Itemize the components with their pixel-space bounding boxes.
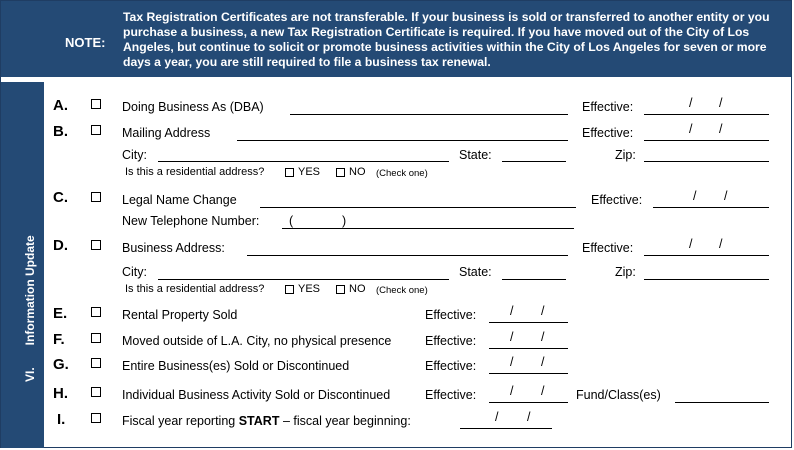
date-slash: / bbox=[724, 189, 728, 203]
item-h-checkbox[interactable] bbox=[91, 387, 101, 397]
item-e-letter: E. bbox=[53, 305, 68, 322]
date-slash: / bbox=[541, 355, 545, 369]
item-b-state-label: State: bbox=[459, 148, 492, 162]
item-i-checkbox[interactable] bbox=[91, 413, 101, 423]
item-e-effective-label: Effective: bbox=[425, 308, 477, 322]
item-f-label: Moved outside of L.A. City, no physical presence bbox=[122, 334, 392, 348]
item-g-effective-label: Effective: bbox=[425, 359, 477, 373]
item-a-checkbox[interactable] bbox=[91, 99, 101, 109]
item-g-letter: G. bbox=[53, 356, 69, 373]
item-i-letter: I. bbox=[57, 411, 66, 428]
item-e-label: Rental Property Sold bbox=[122, 308, 238, 322]
item-b-effective-date[interactable] bbox=[644, 140, 769, 141]
item-a-label: Doing Business As (DBA) bbox=[122, 100, 264, 114]
item-a-dba-field[interactable] bbox=[290, 114, 568, 115]
item-b-letter: B. bbox=[53, 123, 68, 140]
item-c-phone-label: New Telephone Number: bbox=[122, 214, 260, 228]
item-b-city-label: City: bbox=[122, 148, 147, 162]
section-number: VI. bbox=[23, 367, 37, 382]
item-b-state-field[interactable] bbox=[502, 161, 566, 162]
section-title bbox=[23, 235, 37, 382]
item-c-name-field[interactable] bbox=[260, 207, 576, 208]
item-b-check-one: (Check one) bbox=[376, 168, 428, 179]
date-slash: / bbox=[527, 410, 531, 424]
date-slash: / bbox=[510, 355, 514, 369]
item-e-effective-date[interactable] bbox=[489, 322, 568, 323]
item-g-label: Entire Business(es) Sold or Discontinued bbox=[122, 359, 350, 373]
item-b-zip-field[interactable] bbox=[644, 161, 769, 162]
date-slash: / bbox=[510, 330, 514, 344]
item-b-zip-label: Zip: bbox=[615, 148, 636, 162]
item-h-letter: H. bbox=[53, 385, 68, 402]
item-b-effective-label: Effective: bbox=[582, 126, 634, 140]
item-b-label: Mailing Address bbox=[122, 126, 211, 140]
item-h-label: Individual Business Activity Sold or Discontinued bbox=[122, 388, 391, 402]
note-text: Tax Registration Certificates are not transferable. If your business is sold or transferred to another entity or you purchase a business, a new Tax Registration Certificate is required. If you have moved out of the City of Los Angeles, but continue to solicit or promote business activities within the City of Los Angeles for seven or more days a year, you are still required to file a business tax renewal. bbox=[123, 10, 770, 69]
item-d-effective-date[interactable] bbox=[644, 255, 769, 256]
item-d-check-one: (Check one) bbox=[376, 285, 428, 296]
item-c-letter: C. bbox=[53, 189, 68, 206]
item-d-residential-no-checkbox[interactable] bbox=[336, 285, 345, 294]
item-d-state-field[interactable] bbox=[502, 279, 566, 280]
item-d-address-field[interactable] bbox=[247, 255, 568, 256]
item-f-effective-label: Effective: bbox=[425, 334, 477, 348]
item-c-effective-date[interactable] bbox=[653, 207, 769, 208]
item-d-no-label: NO bbox=[349, 283, 366, 295]
item-h-effective-date[interactable] bbox=[489, 402, 568, 403]
item-i-fiscal-date[interactable] bbox=[460, 428, 552, 429]
item-i-label-bold: START bbox=[238, 414, 280, 428]
item-b-address-field[interactable] bbox=[237, 140, 568, 141]
item-c-label: Legal Name Change bbox=[122, 193, 237, 207]
item-b-residential-yes-checkbox[interactable] bbox=[285, 168, 294, 177]
item-b-checkbox[interactable] bbox=[91, 125, 101, 135]
item-c-phone-field[interactable] bbox=[282, 228, 574, 229]
item-g-checkbox[interactable] bbox=[91, 358, 101, 368]
date-slash: / bbox=[689, 96, 693, 110]
item-i-label-pre: Fiscal year reporting bbox=[122, 414, 239, 428]
note-label: NOTE: bbox=[65, 35, 106, 50]
item-h-fund-field[interactable] bbox=[675, 402, 769, 403]
item-a-letter: A. bbox=[53, 97, 68, 114]
item-c-effective-label: Effective: bbox=[591, 193, 643, 207]
date-slash: / bbox=[510, 304, 514, 318]
item-b-residential-no-checkbox[interactable] bbox=[336, 168, 345, 177]
item-i-label bbox=[122, 414, 411, 428]
date-slash: / bbox=[693, 189, 697, 203]
date-slash: / bbox=[719, 96, 723, 110]
date-slash: / bbox=[689, 122, 693, 136]
phone-paren-close: ) bbox=[342, 214, 347, 228]
item-h-effective-label: Effective: bbox=[425, 388, 477, 402]
item-c-checkbox[interactable] bbox=[91, 192, 101, 202]
item-d-zip-label: Zip: bbox=[615, 265, 636, 279]
item-d-letter: D. bbox=[53, 237, 68, 254]
date-slash: / bbox=[541, 330, 545, 344]
item-f-letter: F. bbox=[53, 331, 65, 348]
item-d-state-label: State: bbox=[459, 265, 492, 279]
item-d-city-label: City: bbox=[122, 265, 147, 279]
item-a-effective-date[interactable] bbox=[644, 114, 769, 115]
date-slash: / bbox=[689, 237, 693, 251]
item-g-effective-date[interactable] bbox=[489, 373, 568, 374]
item-f-effective-date[interactable] bbox=[489, 348, 568, 349]
date-slash: / bbox=[541, 384, 545, 398]
item-b-yes-label: YES bbox=[298, 166, 321, 178]
item-d-effective-label: Effective: bbox=[582, 241, 634, 255]
item-a-effective-label: Effective: bbox=[582, 100, 634, 114]
item-h-fund-label: Fund/Class(es) bbox=[576, 388, 661, 402]
section-sidebar bbox=[1, 82, 44, 448]
item-d-yes-label: YES bbox=[298, 283, 321, 295]
item-d-residential-yes-checkbox[interactable] bbox=[285, 285, 294, 294]
date-slash: / bbox=[719, 237, 723, 251]
item-b-residential-question: Is this a residential address? bbox=[125, 166, 265, 178]
item-d-label: Business Address: bbox=[122, 241, 225, 255]
date-slash: / bbox=[510, 384, 514, 398]
item-b-city-field[interactable] bbox=[158, 161, 449, 162]
date-slash: / bbox=[495, 410, 499, 424]
phone-paren-open: ( bbox=[289, 214, 294, 228]
item-d-checkbox[interactable] bbox=[91, 240, 101, 250]
item-b-no-label: NO bbox=[349, 166, 366, 178]
item-d-residential-question: Is this a residential address? bbox=[125, 283, 265, 295]
item-d-zip-field[interactable] bbox=[644, 279, 769, 280]
item-e-checkbox[interactable] bbox=[91, 307, 101, 317]
date-slash: / bbox=[541, 304, 545, 318]
item-i-label-post: – fiscal year beginning: bbox=[279, 414, 411, 428]
item-f-checkbox[interactable] bbox=[91, 333, 101, 343]
section-name: Information Update bbox=[23, 235, 37, 346]
note-banner bbox=[1, 1, 791, 77]
item-d-city-field[interactable] bbox=[158, 279, 449, 280]
date-slash: / bbox=[719, 122, 723, 136]
